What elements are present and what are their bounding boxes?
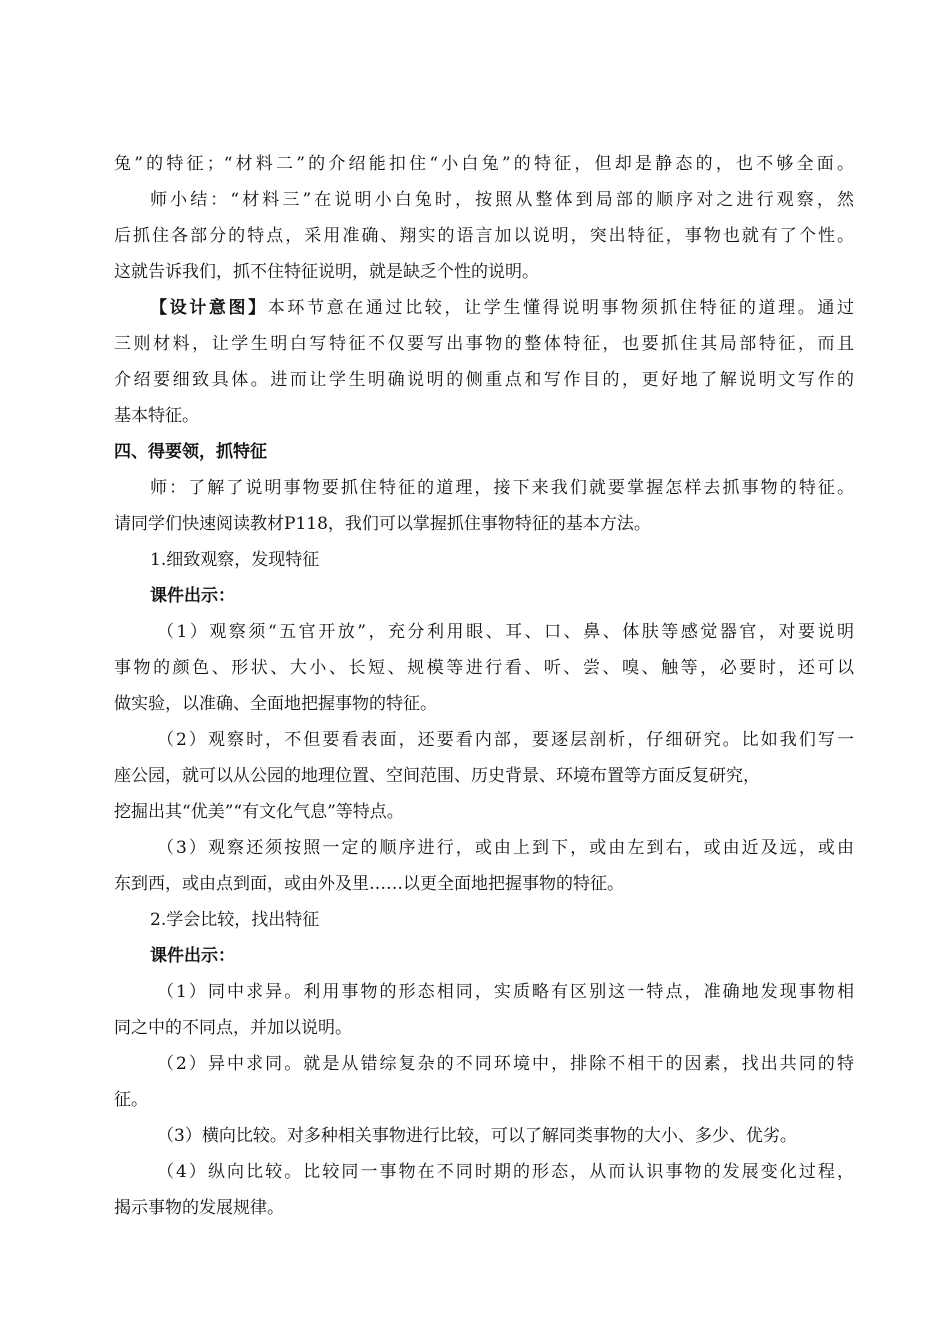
paragraph-line: 请同学们快速阅读教材P118，我们可以掌握抓住事物特征的基本方法。 bbox=[114, 514, 651, 534]
section-heading: 四、得要领，抓特征 bbox=[114, 442, 267, 462]
subheading: 1.细致观察，发现特征 bbox=[150, 550, 320, 570]
paragraph-text: 本环节意在通过比较，让学生懂得说明事物须抓住特征的道理。通过 bbox=[267, 298, 855, 318]
paragraph-line: 同之中的不同点，并加以说明。 bbox=[114, 1018, 352, 1038]
paragraph-line: 介绍要细致具体。进而让学生明确说明的侧重点和写作目的，更好地了解说明文写作的 bbox=[114, 370, 854, 390]
paragraph-line: 基本特征。 bbox=[114, 406, 199, 426]
paragraph-line: （4）纵向比较。比较同一事物在不同时期的形态，从而认识事物的发展变化过程， bbox=[157, 1162, 854, 1182]
paragraph-line: 挖掘出其“优美”“有文化气息”等特点。 bbox=[114, 802, 404, 822]
paragraph-line: 做实验，以准确、全面地把握事物的特征。 bbox=[114, 694, 437, 714]
paragraph-line: 师小结：“材料三”在说明小白兔时，按照从整体到局部的顺序对之进行观察，然 bbox=[150, 190, 854, 210]
paragraph-line: 后抓住各部分的特点，采用准确、翔实的语言加以说明，突出特征，事物也就有了个性。 bbox=[114, 226, 854, 246]
paragraph-line: （1）观察须“五官开放”，充分利用眼、耳、口、鼻、体肤等感觉器官，对要说明 bbox=[157, 622, 854, 642]
paragraph-line: （3）观察还须按照一定的顺序进行，或由上到下，或由左到右，或由近及远，或由 bbox=[157, 838, 854, 858]
courseware-label: 课件出示： bbox=[150, 586, 235, 606]
paragraph-line: 座公园，就可以从公园的地理位置、空间范围、历史背景、环境布置等方面反复研究， bbox=[114, 766, 760, 786]
paragraph-line: （3）横向比较。对多种相关事物进行比较，可以了解同类事物的大小、多少、优劣。 bbox=[157, 1126, 797, 1146]
paragraph-line: （2）异中求同。就是从错综复杂的不同环境中，排除不相干的因素，找出共同的特 bbox=[157, 1054, 854, 1074]
paragraph-line: 东到西，或由点到面，或由外及里……以更全面地把握事物的特征。 bbox=[114, 874, 624, 894]
paragraph-line: 征。 bbox=[114, 1090, 148, 1110]
paragraph-line: 事物的颜色、形状、大小、长短、规模等进行看、听、尝、嗅、触等，必要时，还可以 bbox=[114, 658, 854, 678]
courseware-label: 课件出示： bbox=[150, 946, 235, 966]
paragraph-line: 师：了解了说明事物要抓住特征的道理，接下来我们就要掌握怎样去抓事物的特征。 bbox=[150, 478, 854, 498]
paragraph-line: 这就告诉我们，抓不住特征说明，就是缺乏个性的说明。 bbox=[114, 262, 539, 282]
paragraph-line: 揭示事物的发展规律。 bbox=[114, 1198, 284, 1218]
paragraph-line: 三则材料，让学生明白写特征不仅要写出事物的整体特征，也要抓住其局部特征，而且 bbox=[114, 334, 854, 354]
paragraph-line: （2）观察时，不但要看表面，还要看内部，要逐层剖析，仔细研究。比如我们写一 bbox=[157, 730, 854, 750]
design-intent-label: 【设计意图】 bbox=[150, 298, 268, 318]
paragraph-line bbox=[150, 294, 854, 322]
subheading: 2.学会比较，找出特征 bbox=[150, 910, 320, 930]
paragraph-line: （1）同中求异。利用事物的形态相同，实质略有区别这一特点，准确地发现事物相 bbox=[157, 982, 854, 1002]
paragraph-line: 兔”的特征；“材料二”的介绍能扣住“小白兔”的特征，但却是静态的，也不够全面。 bbox=[114, 154, 854, 174]
